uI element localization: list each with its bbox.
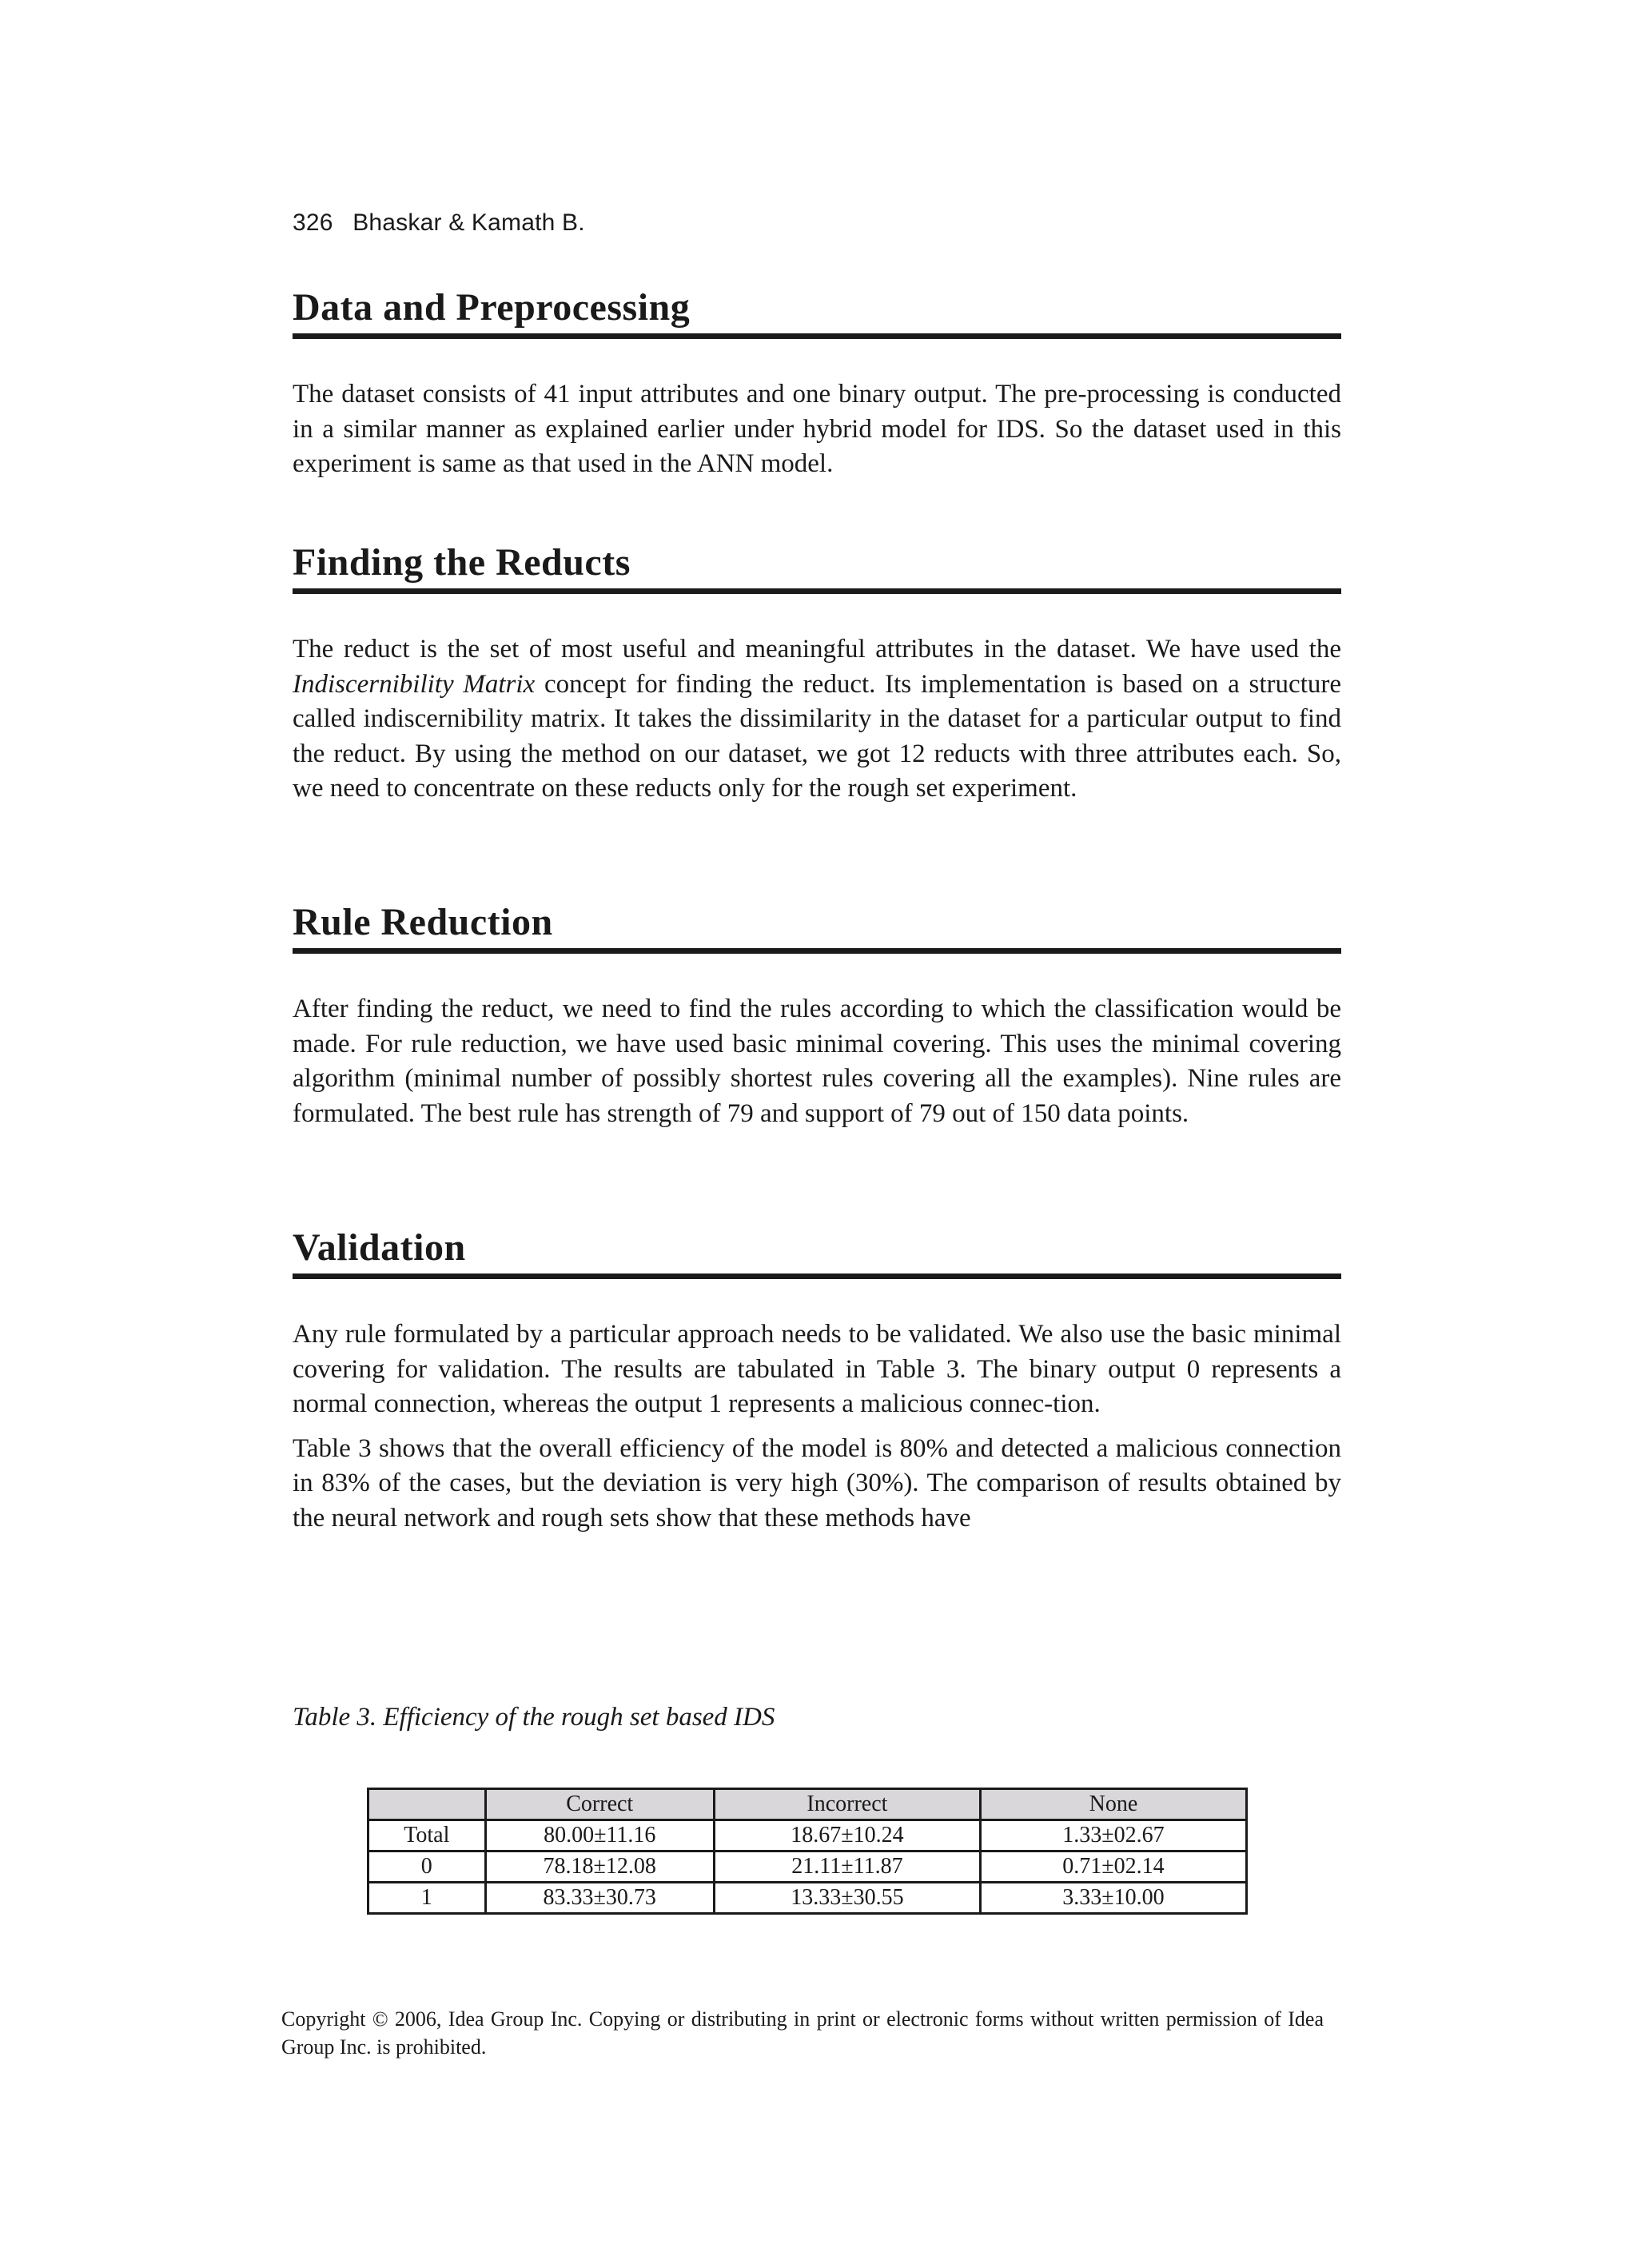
table-cell: 1.33±02.67 xyxy=(980,1820,1246,1851)
table-row xyxy=(368,1820,1247,1851)
paragraph: Table 3 shows that the overall efficiency of the model is 80% and detected a malicious connection in 83% of the cases, but the deviation is very high (30%). The comparison of results obtained by the neural network and rough sets show that these methods have xyxy=(293,1433,1341,1533)
table-header-row xyxy=(368,1789,1247,1820)
table-cell: 0 xyxy=(368,1851,486,1883)
running-head xyxy=(293,209,585,237)
table-cell: 0.71±02.14 xyxy=(980,1851,1246,1883)
table-header-cell: Correct xyxy=(485,1789,714,1820)
paragraph: After finding the reduct, we need to find the rules according to which the classification would be made. For rule reduction, we have used basic minimal covering. This uses the minimal covering algorithm (minimal number of possibly shortest rules covering all the examples). Nine rules are formulated. The best rule has strength of 79 and support of 79 out of 150 data points. xyxy=(293,994,1341,1128)
results-table xyxy=(367,1788,1248,1915)
table-cell: 21.11±11.87 xyxy=(714,1851,980,1883)
section-data-preprocessing xyxy=(293,285,1341,482)
table-row xyxy=(368,1851,1247,1883)
section-finding-reducts xyxy=(293,540,1341,807)
emphasis-term: Indiscernibility Matrix xyxy=(293,669,536,699)
paragraph: Any rule formulated by a particular approach needs to be validated. We also use the basic minimal covering for validation. The results are tabulated in Table 3. The binary output 0 represents a normal connection, whereas the output 1 represents a malicious connec-tion. xyxy=(293,1320,1341,1418)
paragraph: The reduct is the set of most useful and meaningful attributes in the dataset. We have used the Indiscernibility Matrix concept for finding the reduct. Its implementation is based on a structure called indiscernibility matrix. It takes the dissimilarity in the dataset for a particular output to find the reduct. By using the method on our dataset, we got 12 reducts with three attributes each. So, we need to concentrate on these reducts only for the rough set experiment. xyxy=(293,635,1341,803)
table-cell: 80.00±11.16 xyxy=(485,1820,714,1851)
table-cell: 13.33±30.55 xyxy=(714,1883,980,1914)
section-title: Validation xyxy=(293,1226,1341,1279)
section-title: Finding the Reducts xyxy=(293,540,1341,594)
table-header-cell: None xyxy=(980,1789,1246,1820)
table-caption: Table 3. Efficiency of the rough set based IDS xyxy=(293,1703,775,1732)
running-head-authors: Bhaskar & Kamath B. xyxy=(352,209,585,236)
copyright-notice: Copyright © 2006, Idea Group Inc. Copying or distributing in print or electronic forms without written permission of Idea Group Inc. is prohibited. xyxy=(281,2007,1324,2059)
table-header-cell: Incorrect xyxy=(714,1789,980,1820)
table-cell: 18.67±10.24 xyxy=(714,1820,980,1851)
table-cell: 3.33±10.00 xyxy=(980,1883,1246,1914)
page-number: 326 xyxy=(293,209,333,236)
table-cell: 83.33±30.73 xyxy=(485,1883,714,1914)
table-cell: 78.18±12.08 xyxy=(485,1851,714,1883)
paragraph: The dataset consists of 41 input attributes and one binary output. The pre-processing is conducted in a similar manner as explained earlier under hybrid model for IDS. So the dataset used in this experiment is same as that used in the ANN model. xyxy=(293,380,1341,478)
table-cell: Total xyxy=(368,1820,486,1851)
section-title: Data and Preprocessing xyxy=(293,285,1341,339)
section-rule-reduction xyxy=(293,900,1341,1131)
table-cell: 1 xyxy=(368,1883,486,1914)
section-validation xyxy=(293,1226,1341,1536)
table-row xyxy=(368,1883,1247,1914)
table-header-cell xyxy=(368,1789,486,1820)
section-title: Rule Reduction xyxy=(293,900,1341,954)
